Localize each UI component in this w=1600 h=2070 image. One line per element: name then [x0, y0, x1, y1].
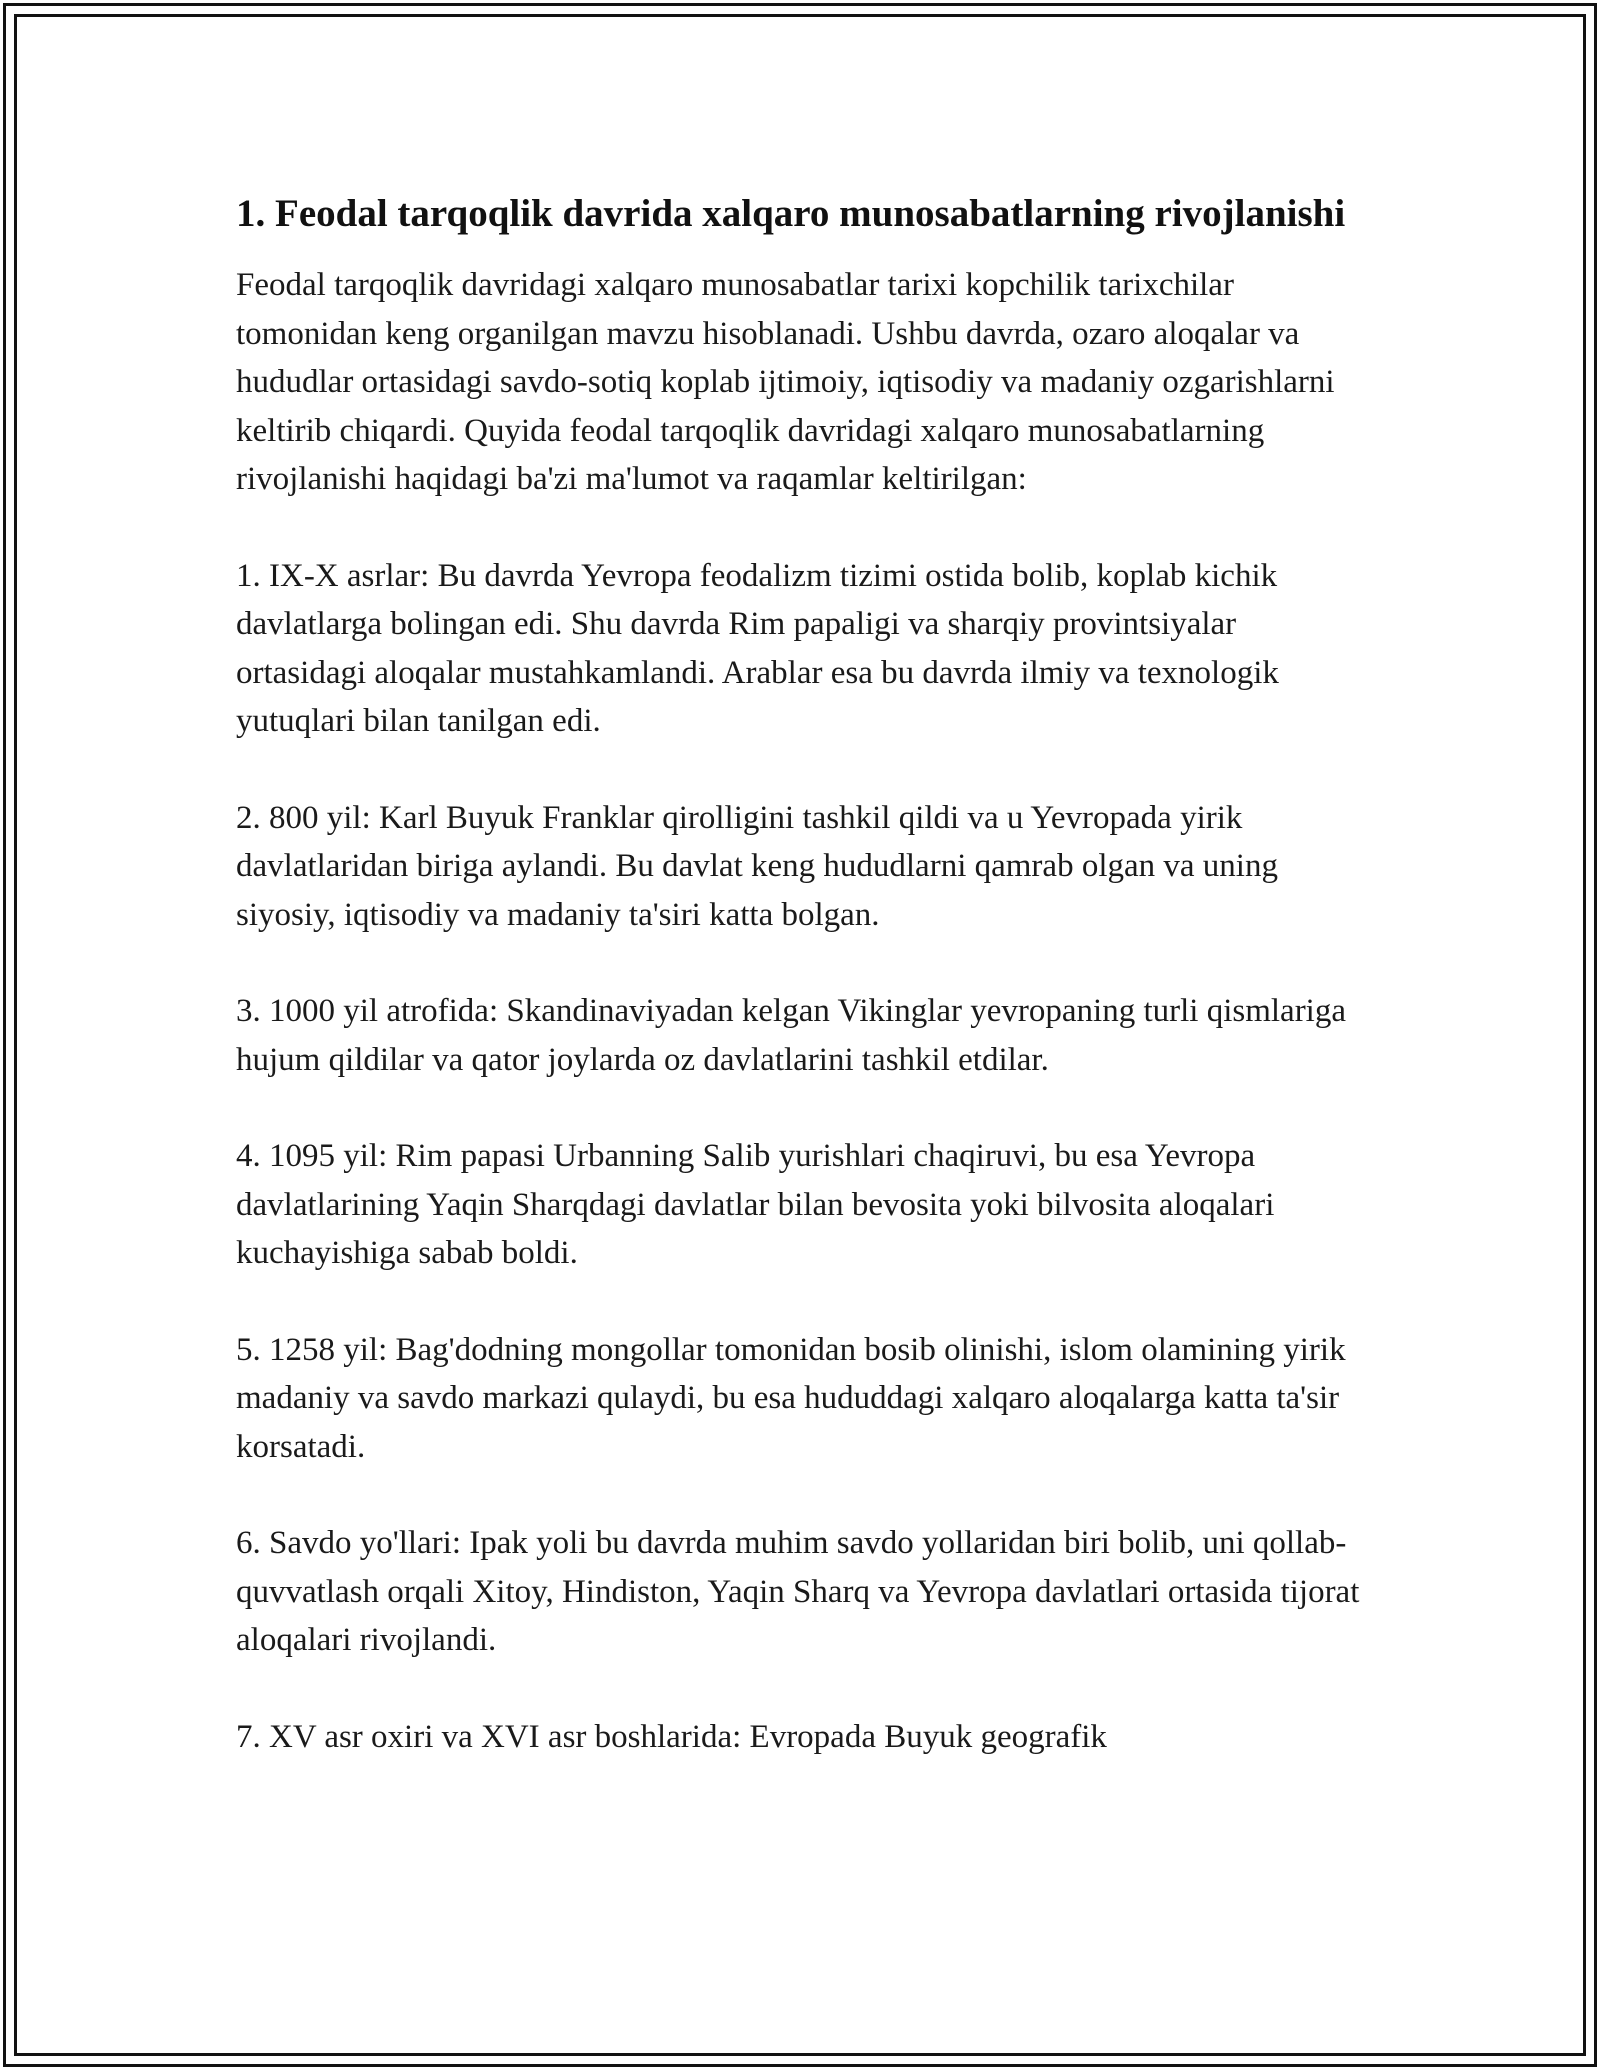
- list-item: 1. IX-X asrlar: Bu davrda Yevropa feodalizm tizimi ostida bolib, koplab kichik davlatlarga bolingan edi. Shu davrda Rim papaligi va sharqiy provintsiyalar ortasidagi aloqalar mustahkamlandi. Arablar esa bu davrda ilmiy va texnologik yutuqlari bilan tanilgan edi.: [236, 557, 1279, 739]
- intro-paragraph: Feodal tarqoqlik davridagi xalqaro munosabatlar tarixi kopchilik tarixchilar tomonidan keng organilgan mavzu hisoblanadi. Ushbu davrda, ozaro aloqalar va hududlar ortasidagi savdo-sotiq koplab ijtimoiy, iqtisodiy va madaniy ozgarishlarni keltirib chiqardi. Quyida feodal tarqoqlik davridagi xalqaro munosabatlarning rivojlanishi haqidagi ba'zi ma'lumot va raqamlar keltirilgan:: [236, 267, 1335, 497]
- list-item: 5. 1258 yil: Bag'dodning mongollar tomonidan bosib olinishi, islom olamining yirik madaniy va savdo markazi qulaydi, bu esa hududdagi xalqaro aloqalarga katta ta'sir korsatadi.: [236, 1331, 1346, 1465]
- list-item: 3. 1000 yil atrofida: Skandinaviyadan kelgan Vikinglar yevropaning turli qismlariga hujum qildilar va qator joylarda oz davlatlarini tashkil etdilar.: [236, 993, 1346, 1078]
- list-item: 7. XV asr oxiri va XVI asr boshlarida: Evropada Buyuk geografik: [236, 1718, 1107, 1755]
- list-item: 4. 1095 yil: Rim papasi Urbanning Salib yurishlari chaqiruvi, bu esa Yevropa davlatlarining Yaqin Sharqdagi davlatlar bilan bevosita yoki bilvosita aloqalari kuchayishiga sabab boldi.: [236, 1138, 1275, 1271]
- list-item: 6. Savdo yo'llari: Ipak yoli bu davrda muhim savdo yollaridan biri bolib, uni qollab-quvvatlash orqali Xitoy, Hindiston, Yaqin Sharq va Yevropa davlatlari ortasida tijorat aloqalari rivojlandi.: [236, 1525, 1360, 1658]
- list-item: 2. 800 yil: Karl Buyuk Franklar qirolligini tashkil qildi va u Yevropada yirik davlatlaridan biriga aylandi. Bu davlat keng hududlarni qamrab olgan va uning siyosiy, iqtisodiy va madaniy ta'siri katta bolgan.: [236, 799, 1278, 933]
- document-content: [236, 186, 1366, 1761]
- section-title: 1. Feodal tarqoqlik davrida xalqaro munosabatlarning rivojlanishi: [236, 192, 1346, 235]
